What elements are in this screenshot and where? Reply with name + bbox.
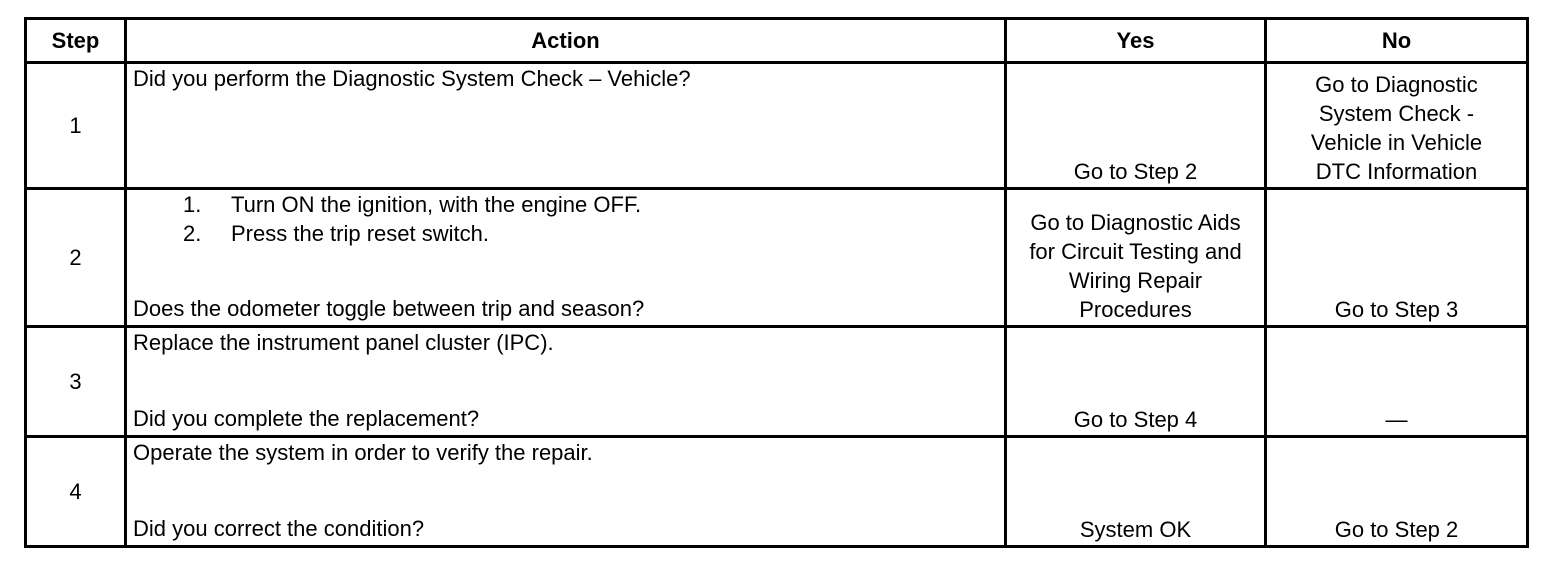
yes-cell	[1006, 189, 1266, 327]
action-steps-list	[133, 190, 998, 248]
table-row	[26, 63, 1528, 189]
yes-cell: System OK	[1006, 437, 1266, 547]
yes-line: Wiring Repair	[1068, 268, 1203, 293]
header-action: Action	[126, 19, 1006, 63]
list-item	[133, 190, 998, 219]
action-question: Did you perform the Diagnostic System Check – Vehicle?	[133, 66, 691, 91]
list-text: Press the trip reset switch.	[231, 221, 489, 246]
step-number: 3	[26, 327, 126, 437]
action-cell	[126, 63, 1006, 189]
action-cell	[126, 189, 1006, 327]
no-line: System Check -	[1318, 101, 1475, 126]
yes-cell: Go to Step 4	[1006, 327, 1266, 437]
list-text: Turn ON the ignition, with the engine OFF.	[231, 192, 642, 217]
yes-line: for Circuit Testing and	[1029, 239, 1242, 264]
no-line: DTC Information	[1315, 159, 1478, 184]
action-question: Does the odometer toggle between trip and season?	[133, 296, 645, 321]
no-line: Vehicle in Vehicle	[1310, 130, 1483, 155]
action-cell	[126, 327, 1006, 437]
list-number: 1.	[183, 192, 202, 217]
header-step: Step	[26, 19, 126, 63]
action-question: Did you correct the condition?	[133, 516, 425, 541]
no-cell	[1266, 63, 1528, 189]
header-no: No	[1266, 19, 1528, 63]
table-row	[26, 437, 1528, 547]
action-cell	[126, 437, 1006, 547]
yes-cell: Go to Step 2	[1006, 63, 1266, 189]
list-item	[133, 219, 998, 248]
header-yes: Yes	[1006, 19, 1266, 63]
table-row	[26, 327, 1528, 437]
list-number: 2.	[183, 221, 202, 246]
step-number: 1	[26, 63, 126, 189]
yes-line: Go to Diagnostic Aids	[1030, 210, 1241, 235]
step-number: 2	[26, 189, 126, 327]
action-instruction: Operate the system in order to verify the repair.	[133, 440, 593, 465]
diagnostic-table	[24, 17, 1529, 548]
yes-line: Procedures	[1079, 297, 1192, 322]
action-question: Did you complete the replacement?	[133, 406, 480, 431]
step-number: 4	[26, 437, 126, 547]
table-header-row	[26, 19, 1528, 63]
no-cell: Go to Step 2	[1266, 437, 1528, 547]
no-line: Go to Diagnostic	[1315, 72, 1478, 97]
no-cell: —	[1266, 327, 1528, 437]
action-instruction: Replace the instrument panel cluster (IPC).	[133, 330, 554, 355]
table-row	[26, 189, 1528, 327]
no-cell: Go to Step 3	[1266, 189, 1528, 327]
